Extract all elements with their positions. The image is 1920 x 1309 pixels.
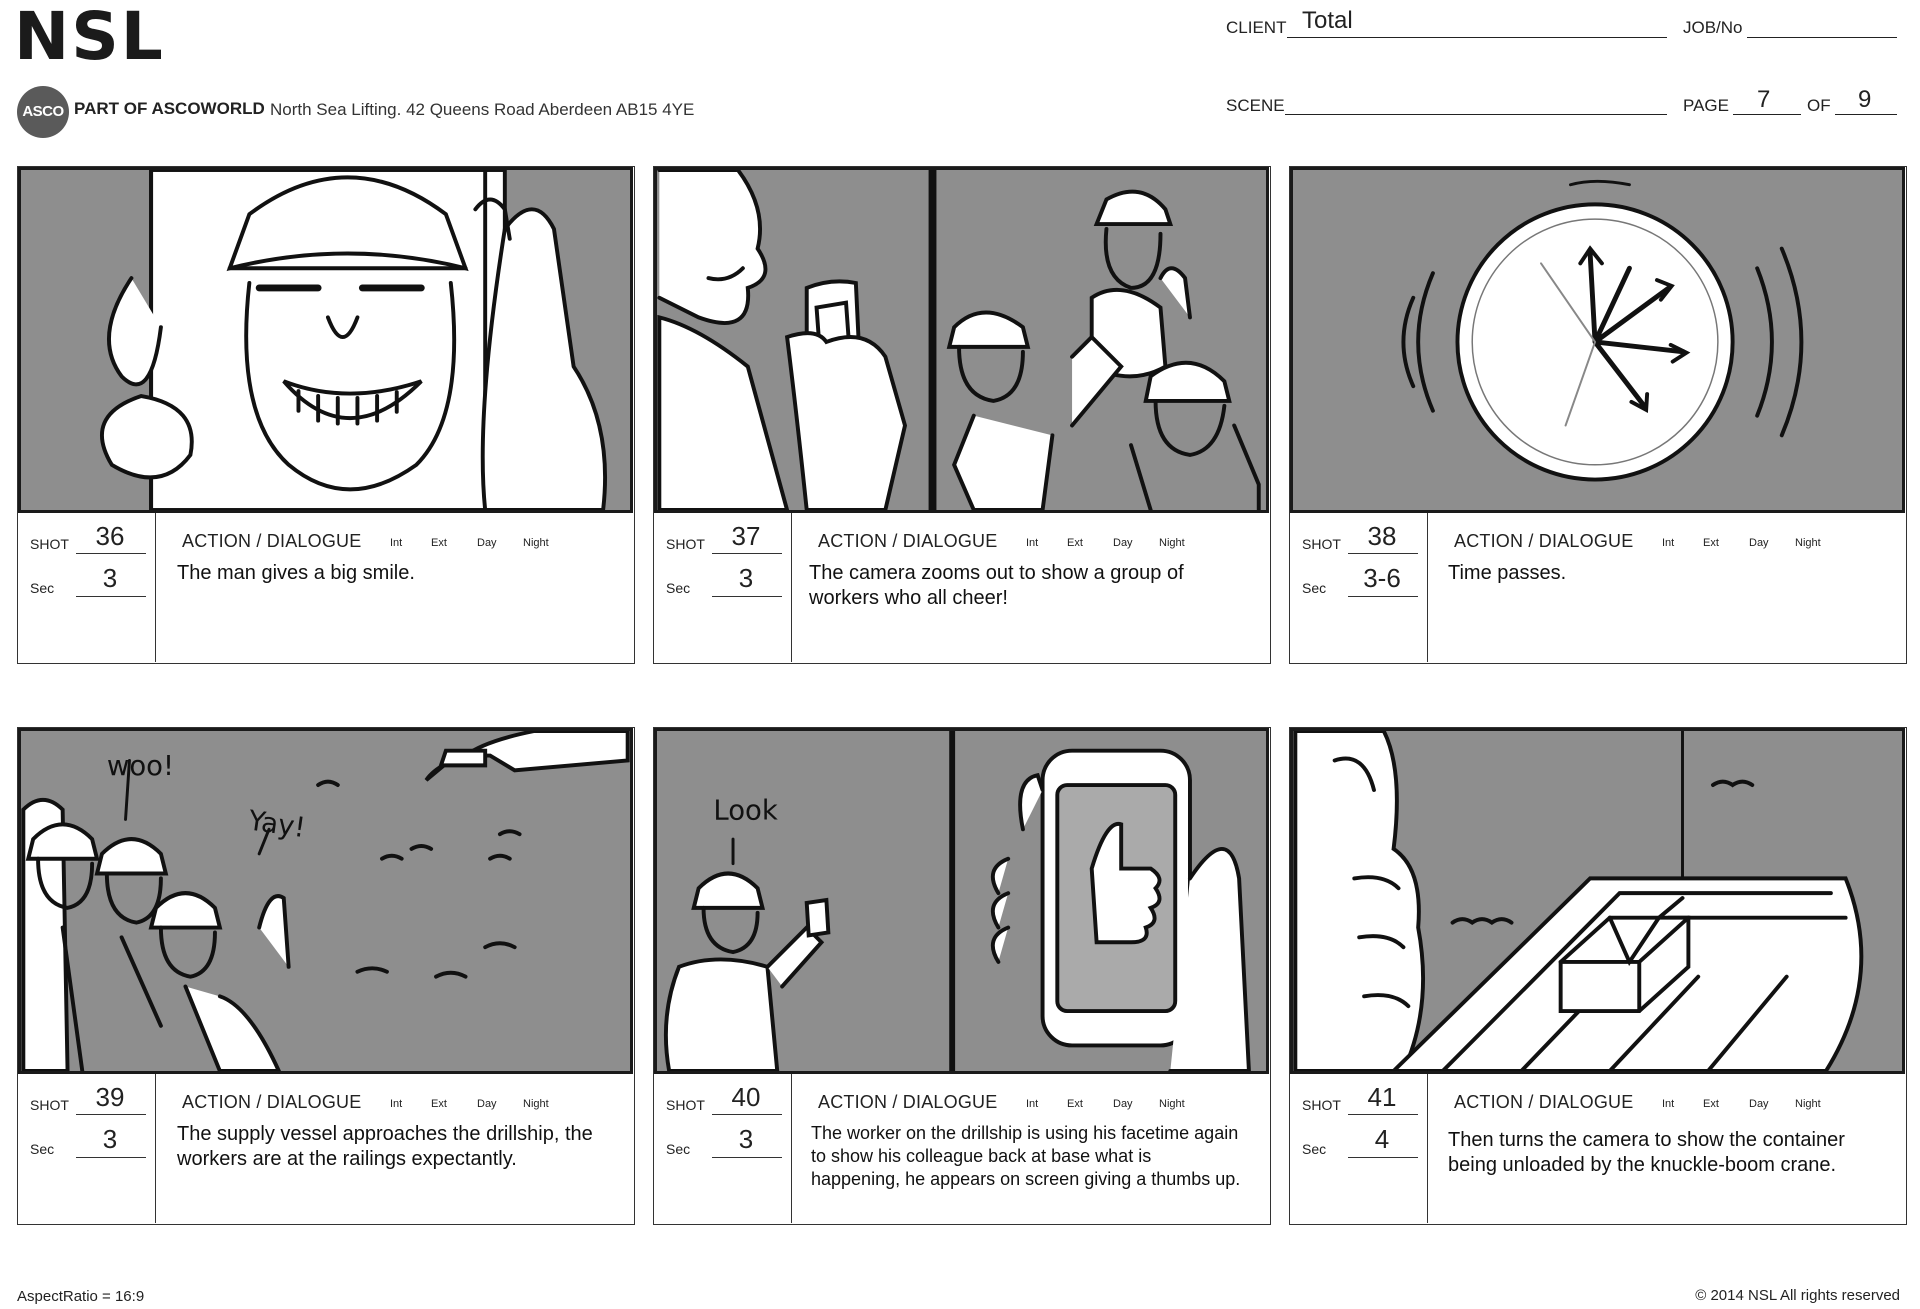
shot-line bbox=[76, 553, 146, 554]
clock-sketch bbox=[1293, 170, 1902, 510]
night-label: Night bbox=[523, 537, 549, 549]
ext-label: Ext bbox=[1067, 537, 1083, 549]
int-label: Int bbox=[390, 537, 403, 549]
info-divider bbox=[1427, 1074, 1428, 1223]
storyboard-panel bbox=[17, 727, 635, 1225]
shot-description: The supply vessel approaches the drillship, the workers are at the railings expectantly. bbox=[177, 1123, 593, 1170]
shot-number: 41 bbox=[1367, 1082, 1397, 1112]
job-field-line bbox=[1747, 37, 1897, 38]
day-label: Day bbox=[1113, 537, 1133, 549]
page-label: PAGE bbox=[1683, 96, 1729, 115]
sketch-frame bbox=[18, 728, 633, 1074]
action-dialogue-label: ACTION / DIALOGUE bbox=[818, 531, 998, 551]
shot-line bbox=[712, 553, 782, 554]
ext-label: Ext bbox=[1703, 1098, 1719, 1110]
aspect-ratio-note: AspectRatio = 16:9 bbox=[17, 1288, 145, 1305]
shot-number: 38 bbox=[1367, 521, 1397, 551]
of-value: 9 bbox=[1858, 86, 1872, 113]
action-dialogue-label: ACTION / DIALOGUE bbox=[182, 1092, 362, 1112]
sec-line bbox=[1348, 1157, 1418, 1158]
yay-text: Yay! bbox=[246, 804, 308, 845]
facetime-thumbs-up-sketch bbox=[657, 731, 1266, 1071]
int-label: Int bbox=[1026, 537, 1039, 549]
scene-field-line bbox=[1285, 114, 1667, 115]
action-dialogue-label: ACTION / DIALOGUE bbox=[1454, 531, 1634, 551]
sec-line bbox=[712, 596, 782, 597]
info-divider bbox=[791, 513, 792, 662]
night-label: Night bbox=[523, 1098, 549, 1110]
ext-label: Ext bbox=[431, 537, 447, 549]
smiling-worker-sketch bbox=[21, 170, 630, 510]
shot-line bbox=[76, 1114, 146, 1115]
asco-tagline: PART OF ASCOWORLD bbox=[74, 99, 265, 118]
shot-number: 39 bbox=[95, 1082, 125, 1112]
ext-label: Ext bbox=[1703, 537, 1719, 549]
nsl-logo: NSL bbox=[14, 0, 165, 75]
company-address: North Sea Lifting. 42 Queens Road Aberdeen AB15 4YE bbox=[270, 100, 695, 119]
shot-label: SHOT bbox=[1302, 536, 1341, 552]
sec-number: 4 bbox=[1374, 1124, 1390, 1154]
sec-label: Sec bbox=[1302, 580, 1327, 596]
sec-number: 3 bbox=[102, 563, 118, 593]
action-dialogue-label: ACTION / DIALOGUE bbox=[1454, 1092, 1634, 1112]
int-label: Int bbox=[1026, 1098, 1039, 1110]
page-field-line bbox=[1733, 114, 1801, 115]
sec-number: 3-6 bbox=[1363, 563, 1401, 593]
client-value: Total bbox=[1302, 7, 1353, 34]
look-text: Look bbox=[713, 794, 778, 827]
shot-line bbox=[712, 1114, 782, 1115]
day-label: Day bbox=[1749, 1098, 1769, 1110]
container-unloading-sketch bbox=[1293, 731, 1902, 1071]
action-dialogue-label: ACTION / DIALOGUE bbox=[818, 1092, 998, 1112]
shot-description: Time passes. bbox=[1448, 562, 1567, 584]
workers-railing-sketch bbox=[21, 731, 630, 1071]
int-label: Int bbox=[390, 1098, 403, 1110]
shot-label: SHOT bbox=[30, 1097, 69, 1113]
scene-label: SCENE bbox=[1226, 96, 1285, 115]
client-field-line bbox=[1287, 37, 1667, 38]
shot-line bbox=[1348, 553, 1418, 554]
sec-line bbox=[76, 596, 146, 597]
storyboard-panel bbox=[17, 166, 635, 664]
int-label: Int bbox=[1662, 1098, 1675, 1110]
info-divider bbox=[791, 1074, 792, 1223]
sketch-frame bbox=[1290, 167, 1905, 513]
ext-label: Ext bbox=[431, 1098, 447, 1110]
night-label: Night bbox=[1159, 537, 1185, 549]
sketch-frame bbox=[1290, 728, 1905, 1074]
sec-number: 3 bbox=[738, 563, 754, 593]
shot-number: 37 bbox=[731, 521, 761, 551]
ext-label: Ext bbox=[1067, 1098, 1083, 1110]
action-dialogue-label: ACTION / DIALOGUE bbox=[182, 531, 362, 551]
storyboard-panel bbox=[1289, 166, 1907, 664]
day-label: Day bbox=[1113, 1098, 1133, 1110]
sec-number: 3 bbox=[738, 1124, 754, 1154]
shot-description: The man gives a big smile. bbox=[177, 562, 415, 584]
sec-label: Sec bbox=[30, 1141, 55, 1157]
shot-description: The worker on the drillship is using his facetime again to show his colleague back at base what is happening, he appears on screen giving a thumbs up. bbox=[811, 1123, 1241, 1189]
sec-line bbox=[1348, 596, 1418, 597]
info-divider bbox=[1427, 513, 1428, 662]
int-label: Int bbox=[1662, 537, 1675, 549]
page-value: 7 bbox=[1757, 86, 1771, 113]
sketch-frame bbox=[654, 728, 1269, 1074]
storyboard-panel bbox=[653, 727, 1271, 1225]
cheering-workers-sketch bbox=[657, 170, 1266, 510]
night-label: Night bbox=[1795, 1098, 1821, 1110]
of-label: OF bbox=[1807, 96, 1831, 115]
shot-number: 36 bbox=[95, 521, 125, 551]
info-divider bbox=[155, 1074, 156, 1223]
shot-description: The camera zooms out to show a group of workers who all cheer! bbox=[809, 562, 1184, 609]
shot-number: 40 bbox=[731, 1082, 761, 1112]
shot-label: SHOT bbox=[666, 536, 705, 552]
client-label: CLIENT bbox=[1226, 18, 1287, 37]
copyright-notice: © 2014 NSL All rights reserved bbox=[1695, 1287, 1900, 1304]
shot-description: Then turns the camera to show the container being unloaded by the knuckle-boom crane. bbox=[1448, 1129, 1845, 1176]
job-label: JOB/No bbox=[1683, 18, 1743, 37]
night-label: Night bbox=[1795, 537, 1821, 549]
shot-label: SHOT bbox=[30, 536, 69, 552]
sec-label: Sec bbox=[30, 580, 55, 596]
day-label: Day bbox=[1749, 537, 1769, 549]
storyboard-panel bbox=[1289, 727, 1907, 1225]
day-label: Day bbox=[477, 537, 497, 549]
sec-label: Sec bbox=[1302, 1141, 1327, 1157]
sec-label: Sec bbox=[666, 580, 691, 596]
day-label: Day bbox=[477, 1098, 497, 1110]
info-divider bbox=[155, 513, 156, 662]
sketch-frame bbox=[18, 167, 633, 513]
asco-badge-icon: ASCO bbox=[17, 86, 69, 138]
of-field-line bbox=[1835, 114, 1897, 115]
sketch-frame bbox=[654, 167, 1269, 513]
sec-line bbox=[76, 1157, 146, 1158]
sec-line bbox=[712, 1157, 782, 1158]
shot-label: SHOT bbox=[1302, 1097, 1341, 1113]
night-label: Night bbox=[1159, 1098, 1185, 1110]
sec-label: Sec bbox=[666, 1141, 691, 1157]
storyboard-panel bbox=[653, 166, 1271, 664]
shot-label: SHOT bbox=[666, 1097, 705, 1113]
shot-line bbox=[1348, 1114, 1418, 1115]
woo-text: woo! bbox=[106, 750, 175, 783]
sec-number: 3 bbox=[102, 1124, 118, 1154]
